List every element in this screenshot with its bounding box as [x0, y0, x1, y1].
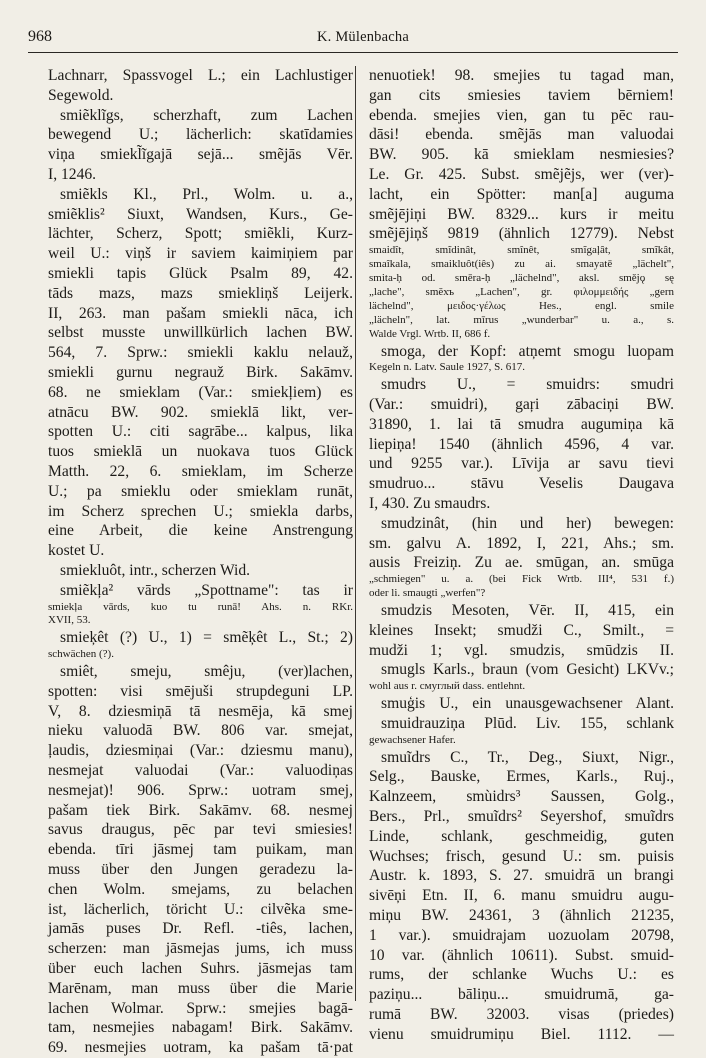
text-line: 1 var.). smuidrajam uozuolam 20798, — [369, 926, 674, 944]
text-line: spotten U.: citi sagrābe... kalpus, lika — [48, 423, 353, 441]
text-line: selbst musste unwillkürlich lachen BW. — [48, 324, 353, 342]
text-line: „lächeln", lat. mīrus „wunderbar" u. a., s. — [369, 313, 674, 326]
left-column — [48, 66, 353, 1057]
text-line: „schmiegen" u. a. (bei Fick Wrtb. III⁴, 531 f.) — [369, 573, 674, 586]
text-line: liepiņa! 1540 (ähnlich 4596, 4 var. — [369, 435, 674, 453]
text-line: smiekli gurnu negrauž Birk. Sakāmv. — [48, 363, 353, 381]
text-line: chen Wolm. smejams, zu belachen — [48, 880, 353, 898]
text-line: nieku valuodā BW. 806 var. smejat, — [48, 722, 353, 740]
text-line: vienu smuidrumiņu Biel. 1112. — — [369, 1025, 674, 1043]
text-line: nesmejat valuodai (Var.: valuodiņas — [48, 762, 353, 780]
text-line: kleines Insekt; smudži C., Smilt., = — [369, 621, 674, 639]
text-line: 69. nesmejies uotram, ka pašam tā·pat — [48, 1039, 353, 1057]
text-line: pašam tiek Birk. Sakāmv. 68. nesmej — [48, 801, 353, 819]
text-line: viņa smiekl̃ĩgajā sejā... smẽjās Vēr. — [48, 146, 353, 164]
text-line: und 9255 var.). Līvija ar savu tievi — [369, 455, 674, 473]
text-line: nesmejat)! 906. Sprw.: uotram smej, — [48, 781, 353, 799]
text-line: lächter, Scherz, Spott; smiẽkli, Kurz- — [48, 225, 353, 243]
text-line: Wuchses; frisch, gesund U.: sm. puisis — [369, 847, 674, 865]
text-line: lachen Wolmar. Sprw.: smejies bagā- — [48, 999, 353, 1017]
text-line: 564, 7. Sprw.: smiekli kaklu nelauž, — [48, 344, 353, 362]
text-line: tuos smieklā un nuokava tuos Glück — [48, 443, 353, 461]
text-line: ebenda. smejies vien, gan tu pēc rau- — [369, 106, 674, 124]
header-rule — [28, 52, 678, 53]
text-line: miņu BW. 24361, 3 (ähnlich 21235, — [369, 906, 674, 924]
text-line: nenuotiek! 98. smejies tu tagad man, — [369, 67, 674, 84]
text-line: I, 430. Zu smaudrs. — [369, 495, 491, 512]
entry-start-line: smuĩdrs C., Tr., Deg., Siuxt, Nigr., — [381, 748, 674, 766]
text-line: ebenda. tīri jāsmej tam puikam, man — [48, 841, 353, 859]
text-line: (Var.: smuidri), gaŗi zābaciņi BW. — [369, 396, 674, 414]
text-line: jamās puses Dr. Refl. -tiês, lachen, — [48, 920, 353, 938]
text-line: bewegend U.; lächerlich: skatīdamies — [48, 126, 353, 144]
text-line: savus draugus, pēc par tevi smiesies! — [48, 821, 353, 839]
text-line: eine Arbeit, die keine Anstrengung — [48, 522, 353, 540]
column-divider — [355, 66, 356, 1001]
text-line: ļaudis, dziesmiņai (Var.: dziesmu manu), — [48, 742, 353, 760]
text-line: Le. Gr. 425. Subst. smẽjẽjs, wer (ver)- — [369, 165, 674, 183]
text-line: smiekli tapis Glück Psalm 89, 42. — [48, 264, 353, 282]
entry-start-line: smiekluôt, intr., scherzen Wid. — [60, 561, 251, 579]
text-line: I, 1246. — [48, 165, 97, 183]
text-line: V, 8. dziesmiņā tā nesmēja, kā smej — [48, 702, 353, 720]
text-line: smaidît, smĩdinât, smînêt, smĩgaļât, smĩkât, — [369, 244, 674, 257]
text-line: Austr. k. 1893, S. 27. smuidrā un brangi — [369, 867, 674, 885]
text-line: gewachsener Hafer. — [369, 733, 456, 746]
text-line: Marēnam, man muss über die Marie — [48, 979, 353, 997]
text-line: Lachnarr, Spassvogel L.; ein Lachlustiger — [48, 67, 353, 84]
text-line: scherzen: man jāsmejas jums, ich muss — [48, 940, 353, 958]
text-line: Kegeln n. Latv. Saule 1927, S. 617. — [369, 361, 526, 374]
entry-start-line: smugls Karls., braun (vom Gesicht) LKVv.; — [381, 661, 674, 679]
text-line: über euch lachen Suhrs. jāsmejas tam — [48, 959, 353, 977]
entry-start-line: smuģis U., ein unausgewachsener Alant. — [381, 695, 674, 713]
entry-start-line: smudzinât, (hin und her) bewegen: — [381, 514, 674, 532]
text-line: Segewold. — [48, 86, 114, 104]
text-line: II, 263. man pašam smiekli nāca, ich — [48, 304, 353, 322]
text-line: BW. 905. kā smieklam nesmiesies? — [369, 146, 674, 164]
text-line: smiekļa vārds, kuo tu runā! Ahs. n. RKr. — [48, 600, 353, 613]
entry-start-line: smiẽkls Kl., Prl., Wolm. u. a., — [60, 185, 353, 203]
text-line: XVII, 53. — [48, 614, 91, 627]
text-line: paziņu... bāliņu... smuidrumā, ga- — [369, 986, 674, 1004]
right-column — [369, 66, 674, 1043]
text-line: tam, nesmejies nabagam! Birk. Sakāmv. — [48, 1019, 353, 1037]
text-line: Matth. 22, 6. smieklam, im Scherze — [48, 462, 353, 480]
text-line: smẽjējiņi BW. 8329... kurs ir meitu — [369, 205, 674, 223]
text-line: ausis Freiziņ. Zu ae. smūgan, an. smūga — [369, 554, 674, 572]
text-line: sivēņi Etn. II, 6. manu smuidru augu- — [369, 887, 674, 905]
text-line: atnācu BW. 902. smieklā likt, ver- — [48, 403, 353, 421]
text-line: wohl aus r. смуглый dass. entlehnt. — [369, 680, 526, 693]
text-line: im Scherz sprechen U.; smiekla darbs, — [48, 502, 353, 520]
text-line: smudruo... stāvu Veselis Daugava — [369, 475, 674, 493]
entry-start-line: smudzis Mesoten, Vēr. II, 415, ein — [381, 602, 674, 619]
text-line: rumā BW. 32003. visas (priedes) — [369, 1005, 674, 1023]
text-line: U.; pa smieklu oder smieklam runāt, — [48, 482, 353, 500]
text-line: tāds mazs, mazs smiekliņš Leijerk. — [48, 284, 353, 302]
text-line: lacht, ein Spötter: man[a] auguma — [369, 185, 674, 203]
text-line: Bers., Prl., smuĩdrs² Seyershof, smuĩdrs — [369, 807, 674, 825]
text-line: Kalnzeem, smùidrs³ Saussen, Golg., — [369, 788, 674, 806]
text-line: spotten: visi smējuši strupdeguni LP. — [48, 682, 353, 700]
text-line: dāsi! ebenda. smẽjās man valuodai — [369, 126, 674, 144]
entry-start-line: smudrs U., = smuidrs: smudri — [381, 376, 674, 394]
text-line: gan cits smiesies taviem bērniem! — [369, 86, 674, 104]
text-line: muss über den Jungen geradezu la- — [48, 861, 353, 878]
text-line: rums, der schlanke Wuchs U.: es — [369, 966, 674, 984]
page-header — [28, 28, 678, 50]
text-line: oder li. smaugti „werfen"? — [369, 587, 486, 600]
text-line: mudži 1; vgl. smudzis, smūdzis II. — [369, 641, 674, 659]
text-line: smiẽklis² Siuxt, Wandsen, Kurs., Ge- — [48, 205, 353, 223]
text-line: weil U.: viņš ir saviem kaimiņiem par — [48, 245, 353, 263]
text-line: Walde Vrgl. Wrtb. II, 686 f. — [369, 327, 491, 340]
text-line: kostet U. — [48, 542, 105, 560]
text-line: Selg., Bauske, Ermes, Karls., Ruj., — [369, 768, 674, 786]
text-line: „lache", smĕхъ „Lachen", gr. φιλομμειδής „gern — [369, 285, 674, 298]
text-line: 31890, 1. lai tā smudra augumiņa kā — [369, 415, 674, 433]
entry-start-line: smiẽkļa² vārds „Spottname": tas ir — [60, 581, 353, 599]
text-line: smita-ḥ od. smēra-ḥ „lächelnd", aksl. smějǫ sę — [369, 271, 674, 284]
entry-start-line: smoga, der Kopf: atņemt smogu luopam — [381, 342, 674, 360]
running-head: K. Mülenbacha — [317, 29, 409, 45]
text-line: ist, lächerlich, töricht U.: cilvẽka sme- — [48, 900, 353, 918]
entry-start-line: smuidrauziņa Plūd. Liv. 155, schlank — [381, 714, 674, 732]
text-line: Linde, schlank, geschmeidig, guten — [369, 827, 674, 845]
page-number: 968 — [28, 28, 52, 45]
entry-start-line: smiẽklĩgs, scherzhaft, zum Lachen — [60, 106, 353, 124]
entry-start-line: smiêt, smeju, smêju, (ver)lachen, — [60, 663, 353, 681]
text-line: sm. galvu A. 1892, I, 221, Ahs.; sm. — [369, 534, 674, 552]
text-line: schwächen (?). — [48, 648, 114, 661]
entry-start-line: smieķêt (?) U., 1) = smẽķêt L., St.; 2) — [60, 629, 353, 647]
text-line: 68. ne smieklam (Var.: smiekļiem) es — [48, 383, 353, 401]
text-line: smẽjējiņš 9819 (ähnlich 12779). Nebst — [369, 225, 674, 243]
text-line: 10 var. (ähnlich 10611). Subst. smuid- — [369, 946, 674, 964]
text-line: smaîkala, smaikluôt(iês) zu ai. smayatē „lächelt", — [369, 258, 674, 271]
text-line: lächelnd", μειδος·γέλως Hes., engl. smile — [369, 299, 674, 312]
